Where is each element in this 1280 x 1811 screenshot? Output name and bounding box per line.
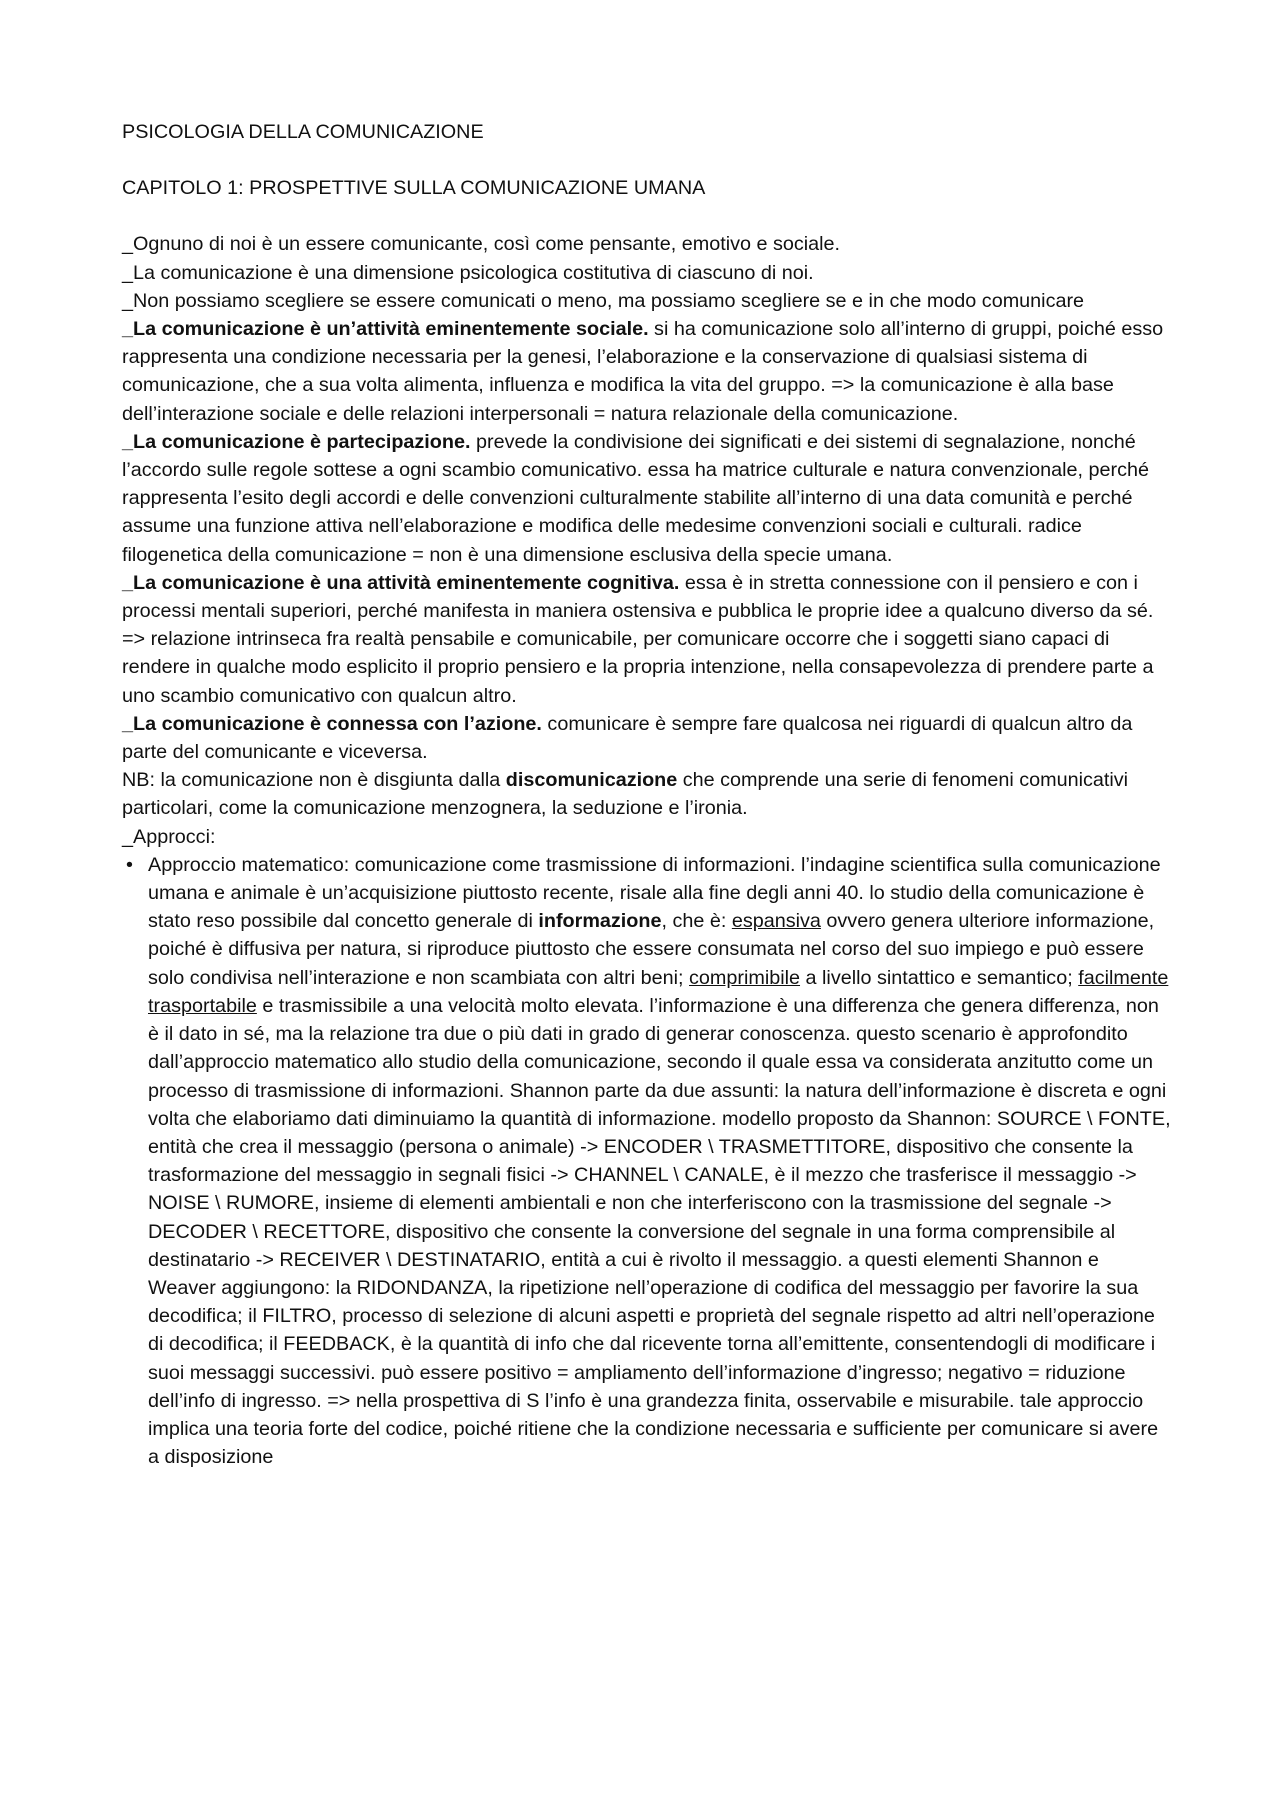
approaches-list: [122, 851, 1172, 1471]
item-underline-espansiva: espansiva: [731, 910, 821, 933]
paragraph-4-body: si ha comunicazione solo all’interno di gruppi, poiché esso rappresenta una condizione necessaria per la genesi, l’elaborazione e la conservazione di qualsiasi sistema di comunicazione, che a sua volta alimenta, influenza e modifica la vita del gruppo. => la comunicazione è alla base dell’interazione sociale e delle relazioni interpersonali = natura relazionale della comunicazione.: [122, 318, 1164, 425]
paragraph-3: _Non possiamo scegliere se essere comunicati o meno, ma possiamo scegliere se e in che modo comunicare: [122, 289, 1085, 312]
item-text-e: e trasmissibile a una velocità molto elevata. l’informazione è una differenza che genera differenza, non è il dato in sé, ma la relazione tra due o più dati in grado di generar conoscenza. questo scenario è approfondito dall’approccio matematico allo studio della comunicazione, secondo il quale essa va considerata anzitutto come un processo di trasmissione di informazioni. Shannon parte da due assunti: la natura dell’informazione è discreta e ogni volta che elaboriamo dati diminuiamo la quantità di informazione. modello proposto da Shannon: SOURCE \ FONTE, entità che crea il messaggio (persona o animale) -> ENCODER \ TRASMETTITORE, dispositivo che consente la trasformazione del messaggio in segnali fisici -> CHANNEL \ CANALE, è il mezzo che trasferisce il messaggio -> NOISE \ RUMORE, insieme di elementi ambientali e non che interferiscono con la trasmissione del segnale -> DECODER \ RECETTORE, dispositivo che consente la conversione del segnale in una forma comprensibile al destinatario -> RECEIVER \ DESTINATARIO, entità a cui è rivolto il messaggio. a questi elementi Shannon e Weaver aggiungono: la RIDONDANZA, la ripetizione nell’operazione di codifica del messaggio per favorire la sua decodifica; il FILTRO, processo di selezione di alcuni aspetti e proprietà del segnale rispetto ad altri nell’operazione di decodifica; il FEEDBACK, è la quantità di info che dal ricevente torna all’emittente, consentendogli di modificare i suoi messaggi successivi. può essere positivo = ampliamento dell’informazione d’ingresso; negativo = riduzione dell’info di ingresso. => nella prospettiva di S l’info è una grandezza finita, osservabile e misurabile. tale approccio implica una teoria forte del codice, poiché ritiene che la condizione necessaria e sufficiente per comunicare si avere a disposizione: [148, 994, 1171, 1469]
paragraph-4: [122, 315, 1172, 428]
paragraph-7-heading: _La comunicazione è connessa con l’azione.: [122, 712, 542, 735]
paragraph-7-body: comunicare è sempre fare qualcosa nei riguardi di qualcun altro da parte del comunicante e viceversa.: [122, 712, 1133, 764]
paragraph-5-body: prevede la condivisione dei significati e dei sistemi di segnalazione, nonché l’accordo sulle regole sottese a ogni scambio comunicativo. essa ha matrice culturale e natura convenzionale, perché rappresenta l’esito degli accordi e delle convenzioni culturalmente stabilite all’interno di una data comunità e perché assume una funzione attiva nell’elaborazione e modifica delle medesime convenzioni sociali e culturali. radice filogenetica della comunicazione = non è una dimensione esclusiva della specie umana.: [122, 430, 1149, 566]
bullet-icon: •: [126, 853, 133, 876]
paragraph-1: _Ognuno di noi è un essere comunicante, così come pensante, emotivo e sociale.: [122, 233, 841, 256]
document-title: PSICOLOGIA DELLA COMUNICAZIONE: [122, 121, 484, 143]
item-text-c: ovvero genera ulteriore informazione, poiché è diffusiva per natura, si riproduce piuttosto che essere consumata nel corso del suo impiego e può essere solo condivisa nell’interazione e non scambiata con altri beni;: [148, 910, 1155, 989]
list-item: [122, 851, 1172, 1471]
item-bold-informazione: informazione: [538, 910, 662, 933]
item-text-a: Approccio matematico: comunicazione come trasmissione di informazioni. l’indagine scientifica sulla comunicazione umana e animale è un’acquisizione piuttosto recente, risale alla fine degli anni 40. lo studio della comunicazione è stato reso possibile dal concetto generale di: [148, 853, 1161, 933]
paragraph-5: [122, 428, 1172, 569]
paragraph-6-body: essa è in stretta connessione con il pensiero e con i processi mentali superiori, perché manifesta in maniera ostensiva e pubblica le proprie idee a qualcuno diverso da sé. => relazione intrinseca fra realtà pensabile e comunicabile, per comunicare occorre che i soggetti siano capaci di rendere in qualche modo esplicito il proprio pensiero e la propria intenzione, nella consapevolezza di prendere parte a uno scambio comunicativo con qualcun altro.: [122, 571, 1154, 707]
item-text-b: , che è:: [661, 910, 732, 933]
paragraph-7: [122, 710, 1172, 766]
nb-text-pre: NB: la comunicazione non è disgiunta dalla: [122, 769, 506, 792]
paragraph-5-heading: _La comunicazione è partecipazione.: [122, 430, 471, 453]
item-text-d: a livello sintattico e semantico;: [800, 966, 1079, 989]
item-underline-comprimibile: comprimibile: [689, 966, 801, 989]
nb-bold-term: discomunicazione: [505, 769, 678, 792]
paragraph-2: _La comunicazione è una dimensione psicologica costitutiva di ciascuno di noi.: [122, 261, 814, 284]
paragraph-6-heading: _La comunicazione è una attività eminentemente cognitiva.: [122, 571, 680, 594]
paragraph-4-heading: _La comunicazione è un’attività eminentemente sociale.: [122, 318, 649, 341]
paragraph-nb: [122, 766, 1172, 822]
item-underline-trasportabile: facilmente trasportabile: [148, 966, 1169, 1017]
approaches-heading: _Approcci:: [122, 825, 216, 848]
nb-text-post: che comprende una serie di fenomeni comunicativi particolari, come la comunicazione menzognera, la seduzione e l’ironia.: [122, 769, 1129, 820]
chapter-heading: CAPITOLO 1: PROSPETTIVE SULLA COMUNICAZIONE UMANA: [122, 177, 706, 200]
paragraph-6: [122, 569, 1172, 710]
document-page: [122, 118, 1172, 1471]
